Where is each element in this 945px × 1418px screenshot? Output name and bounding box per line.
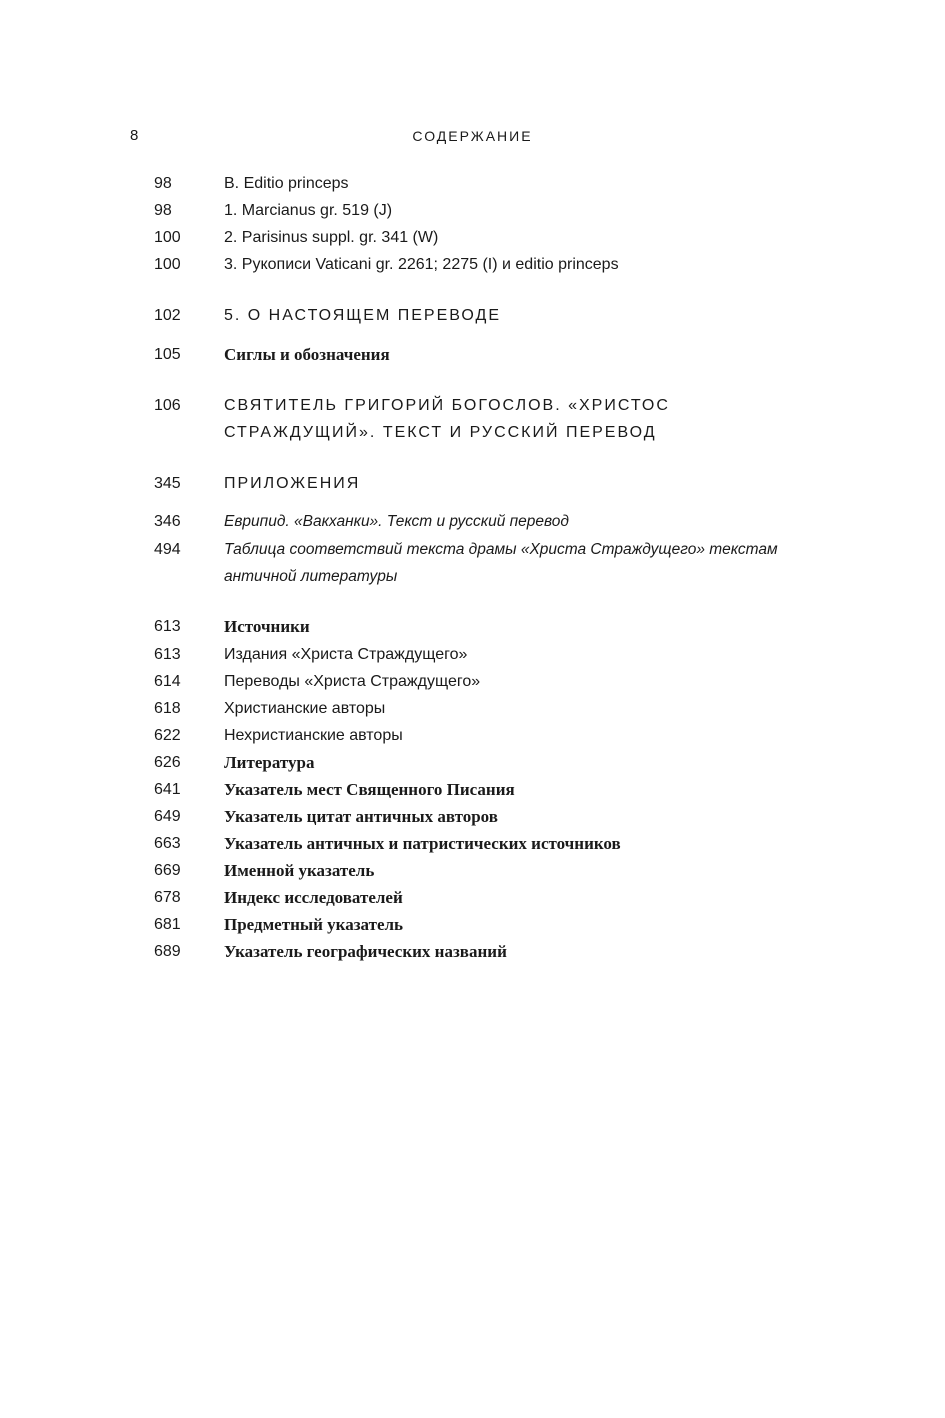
- toc-entry: [154, 508, 814, 535]
- toc-title: Указатель античных и патристических источников: [224, 834, 621, 853]
- toc-title: Христианские авторы: [224, 700, 386, 717]
- toc-title: Указатель мест Священного Писания: [224, 780, 515, 799]
- toc-entry: [154, 776, 814, 803]
- toc-title: 2. Parisinus suppl. gr. 341 (W): [224, 229, 439, 246]
- toc-title: Указатель цитат античных авторов: [224, 807, 498, 826]
- toc-entry: [154, 938, 814, 965]
- toc-page-number: 613: [154, 646, 181, 663]
- toc-page-number: 622: [154, 727, 181, 744]
- toc-page-number: 618: [154, 700, 181, 717]
- toc-title: Нехристианские авторы: [224, 727, 403, 744]
- toc-entry: [154, 224, 814, 251]
- toc-page-number: 614: [154, 673, 181, 690]
- toc-entry: [154, 302, 814, 329]
- toc-page-number: 345: [154, 475, 181, 492]
- toc-title: Еврипид. «Вакханки». Текст и русский перевод: [224, 513, 569, 530]
- toc-title: 5. О НАСТОЯЩЕМ ПЕРЕВОДЕ: [224, 307, 501, 324]
- toc-entry: [154, 857, 814, 884]
- toc-title: B. Editio princeps: [224, 175, 349, 192]
- toc-page-number: 626: [154, 754, 181, 771]
- toc-page-number: 106: [154, 397, 181, 414]
- toc-page-number: 681: [154, 916, 181, 933]
- toc-entry: [154, 722, 814, 749]
- toc-page-number: 613: [154, 618, 181, 635]
- toc-entry: [154, 911, 814, 938]
- toc-title: 3. Рукописи Vaticani gr. 2261; 2275 (I) и editio princeps: [224, 256, 619, 273]
- toc-title: СВЯТИТЕЛЬ ГРИГОРИЙ БОГОСЛОВ. «ХРИСТОС СТРАЖДУЩИЙ». ТЕКСТ И РУССКИЙ ПЕРЕВОД: [224, 397, 670, 441]
- toc-title: ПРИЛОЖЕНИЯ: [224, 475, 361, 492]
- toc-title: Таблица соответствий текста драмы «Христа Страждущего» текстам античной литературы: [224, 541, 778, 585]
- toc-title: Издания «Христа Страждущего»: [224, 646, 468, 663]
- toc-page-number: 678: [154, 889, 181, 906]
- toc-page-number: 669: [154, 862, 181, 879]
- toc-entry: [154, 536, 814, 590]
- toc-page-number: 102: [154, 307, 181, 324]
- toc-entry: [154, 884, 814, 911]
- toc-title: Именной указатель: [224, 861, 375, 880]
- toc-entry: [154, 392, 814, 446]
- toc-title: Источники: [224, 617, 310, 636]
- toc-entry: [154, 613, 814, 640]
- toc-page-number: 100: [154, 229, 181, 246]
- toc-entry: [154, 830, 814, 857]
- toc-page-number: 98: [154, 175, 172, 192]
- toc-entry: [154, 749, 814, 776]
- toc-title: 1. Marcianus gr. 519 (J): [224, 202, 393, 219]
- toc-page-number: 663: [154, 835, 181, 852]
- page-number: 8: [130, 127, 139, 144]
- toc-entry: [154, 251, 814, 278]
- toc-entry: [154, 470, 814, 497]
- toc-page-number: 100: [154, 256, 181, 273]
- toc-page-number: 346: [154, 513, 181, 530]
- toc-page-number: 689: [154, 943, 181, 960]
- toc-title: Индекс исследователей: [224, 888, 403, 907]
- toc-title: Предметный указатель: [224, 915, 404, 934]
- toc-page-number: 98: [154, 202, 172, 219]
- toc-page-number: 649: [154, 808, 181, 825]
- toc-title: Сиглы и обозначения: [224, 345, 390, 364]
- toc-entry: [154, 803, 814, 830]
- toc-title: Указатель географических названий: [224, 942, 507, 961]
- toc-page-number: 105: [154, 346, 181, 363]
- toc-entry: [154, 170, 814, 197]
- toc-entry: [154, 641, 814, 668]
- toc-entry: [154, 197, 814, 224]
- toc-page-number: 494: [154, 541, 181, 558]
- running-title: СОДЕРЖАНИЕ: [412, 128, 533, 144]
- toc-title: Переводы «Христа Страждущего»: [224, 673, 481, 690]
- toc-title: Литература: [224, 753, 315, 772]
- toc-entry: [154, 341, 814, 368]
- toc-entry: [154, 668, 814, 695]
- toc-page-number: 641: [154, 781, 181, 798]
- toc-entry: [154, 695, 814, 722]
